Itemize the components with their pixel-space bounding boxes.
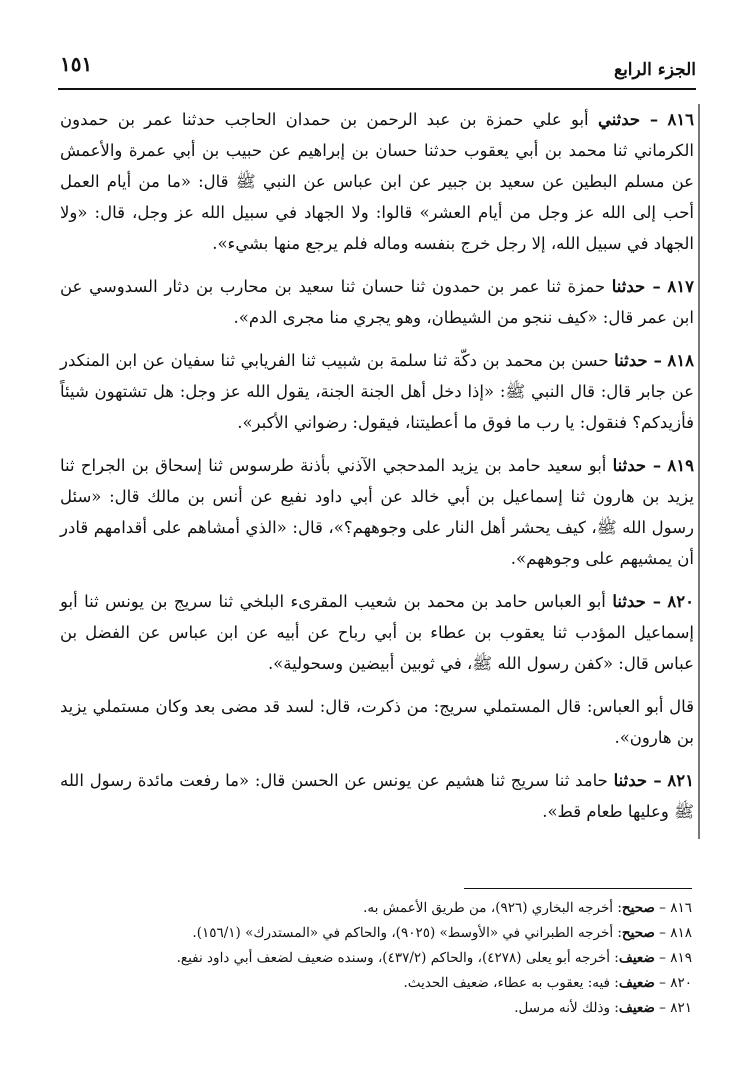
hadith-text: حسن بن محمد بن دكّة ثنا سلمة بن شبيب ثنا الفريابي ثنا سفيان عن ابن المنكدر عن جابر قال: قال النبي ﷺ: «إذا دخل أهل الجنة الجنة، يقول الله عز وجل: هل تشتهون شيئاً فأزيدكم؟ فنقول: يا رب ما فوق ما أعطيتنا، فيقول: رضواني الأكبر». bbox=[60, 351, 694, 432]
header-divider bbox=[58, 88, 696, 90]
footnote-item: ٨٢١ – ضعيف: وذلك لأنه مرسل. bbox=[514, 1000, 692, 1016]
hadith-keyword: حدثنا bbox=[611, 277, 646, 296]
footnote-divider bbox=[464, 888, 692, 889]
hadith-text: أبو علي حمزة بن عبد الرحمن بن حمدان الحاجب حدثنا عمر بن حمدون الكرماني ثنا محمد بن أبي يعقوب حدثنا حسان بن إبراهيم عن حبيب بن أبي عمرة والأعمش عن مسلم البطين عن سعيد بن جبير عن ابن عباس عن النبي ﷺ قال: «ما من أيام العمل أحب إلى الله عز وجل من أيام العشر» قالوا: ولا الجهاد في سبيل الله عز وجل، قال: «ولا الجهاد في سبيل الله، إلا رجل خرج بنفسه وماله فلم يرجع منها بشيء». bbox=[60, 110, 694, 253]
hadith-number: ٨١٩ bbox=[667, 456, 694, 475]
main-text bbox=[60, 104, 695, 839]
hadith-820: ٨٢٠ – حدثنا أبو العباس حامد بن محمد بن شعيب المقرىء البلخي ثنا سريج بن يونس ثنا أبو إسماعيل المؤدب ثنا يعقوب بن عطاء بن أبي رباح عن أبيه عن ابن عباس عن الفضل بن عباس قال: «كفن رسول الله ﷺ، في ثوبين أبيضين وسحولية». bbox=[60, 586, 700, 691]
hadith-keyword: حدثنا bbox=[614, 351, 648, 370]
hadith-819: ٨١٩ – حدثنا أبو سعيد حامد بن يزيد المدحجي الآذني بأذنة طرسوس ثنا إسحاق بن الجراح ثنا يزيد بن هارون ثنا إسماعيل بن أبي خالد عن أبي داود نفيع عن أنس بن مالك قال: «سئل رسول الله ﷺ، كيف يحشر أهل النار على وجوههم؟»، قال: «الذي أمشاهم على أقدامهم قادر أن يمشيهم على وجوههم». bbox=[60, 450, 700, 586]
hadith-number: ٨١٧ bbox=[667, 277, 695, 296]
footnotes bbox=[60, 896, 692, 1021]
hadith-keyword: حدثني bbox=[597, 110, 641, 129]
footnote-item: ٨١٩ – ضعيف: أخرجه أبو يعلى (٤٢٧٨)، والحاكم (٤٣٧/٢)، وسنده ضعيف لضعف أبي داود نفيع. bbox=[176, 950, 692, 966]
hadith-number: ٨١٨ bbox=[667, 351, 695, 370]
hadith-821: ٨٢١ – حدثنا حامد ثنا سريج ثنا هشيم عن يونس عن الحسن قال: «ما رفعت مائدة رسول الله ﷺ وعليها طعام قط». bbox=[60, 765, 700, 839]
editor-note bbox=[60, 691, 700, 765]
hadith-number: ٨١٦ bbox=[667, 110, 695, 129]
hadith-keyword: حدثنا bbox=[612, 456, 647, 475]
hadith-text: أبو العباس حامد بن محمد بن شعيب المقرىء البلخي ثنا سريج بن يونس ثنا أبو إسماعيل المؤدب ثنا يعقوب بن عطاء بن أبي رباح عن أبيه عن ابن عباس عن الفضل بن عباس قال: «كفن رسول الله ﷺ، في ثوبين أبيضين وسحولية». bbox=[60, 592, 694, 673]
running-title: الجزء الرابع bbox=[614, 60, 696, 80]
hadith-text: حامد ثنا سريج ثنا هشيم عن يونس عن الحسن قال: «ما رفعت مائدة رسول الله ﷺ وعليها طعام قط». bbox=[60, 771, 694, 821]
page-header bbox=[60, 48, 696, 84]
hadith-keyword: حدثنا bbox=[612, 592, 646, 611]
page-number: ١٥١ bbox=[60, 52, 93, 76]
hadith-818: ٨١٨ – حدثنا حسن بن محمد بن دكّة ثنا سلمة بن شبيب ثنا الفريابي ثنا سفيان عن ابن المنكدر عن جابر قال: قال النبي ﷺ: «إذا دخل أهل الجنة الجنة، يقول الله عز وجل: هل تشتهون شيئاً فأزيدكم؟ فنقول: يا رب ما فوق ما أعطيتنا، فيقول: رضواني الأكبر». bbox=[60, 345, 700, 450]
hadith-keyword: حدثنا bbox=[613, 771, 648, 790]
hadith-816: ٨١٦ – حدثني أبو علي حمزة بن عبد الرحمن بن حمدان الحاجب حدثنا عمر بن حمدون الكرماني ثنا محمد بن أبي يعقوب حدثنا حسان بن إبراهيم عن حبيب بن أبي عمرة والأعمش عن مسلم البطين عن سعيد بن جبير عن ابن عباس عن النبي ﷺ قال: «ما من أيام العمل أحب إلى الله عز وجل من أيام العشر» قالوا: ولا الجهاد في سبيل الله عز وجل، قال: «ولا الجهاد في سبيل الله، إلا رجل خرج بنفسه وماله فلم يرجع منها بشيء». bbox=[60, 104, 700, 271]
hadith-text: حمزة ثنا عمر بن حمدون ثنا حسان ثنا سعيد بن محارب بن دثار السدوسي عن ابن عمر قال: «كيف ننجو من الشيطان، وهو يجري منا مجرى الدم». bbox=[60, 277, 694, 327]
footnote-item: ٨١٦ – صحيح: أخرجه البخاري (٩٢٦)، من طريق الأعمش به. bbox=[363, 900, 692, 916]
hadith-number: ٨٢٠ bbox=[667, 592, 694, 611]
note-text: قال أبو العباس: قال المستملي سريج: من ذكرت، قال: لسد قد مضى بعد وكان مستملي يزيد بن هارون». bbox=[60, 697, 694, 747]
hadith-817: ٨١٧ – حدثنا حمزة ثنا عمر بن حمدون ثنا حسان ثنا سعيد بن محارب بن دثار السدوسي عن ابن عمر قال: «كيف ننجو من الشيطان، وهو يجري منا مجرى الدم». bbox=[60, 271, 700, 345]
hadith-number: ٨٢١ bbox=[667, 771, 694, 790]
footnote-item: ٨٢٠ – ضعيف: فيه: يعقوب به عطاء، ضعيف الحديث. bbox=[403, 975, 692, 991]
footnote-item: ٨١٨ – صحيح: أخرجه الطبراني في «الأوسط» (٩٠٢٥)، والحاكم في «المستدرك» (١٥٦/١). bbox=[192, 925, 692, 941]
hadith-text: أبو سعيد حامد بن يزيد المدحجي الآذني بأذنة طرسوس ثنا إسحاق بن الجراح ثنا يزيد بن هارون ثنا إسماعيل بن أبي خالد عن أبي داود نفيع عن أنس بن مالك قال: «سئل رسول الله ﷺ، كيف يحشر أهل النار على وجوههم؟»، قال: «الذي أمشاهم على أقدامهم قادر أن يمشيهم على وجوههم». bbox=[60, 456, 694, 568]
